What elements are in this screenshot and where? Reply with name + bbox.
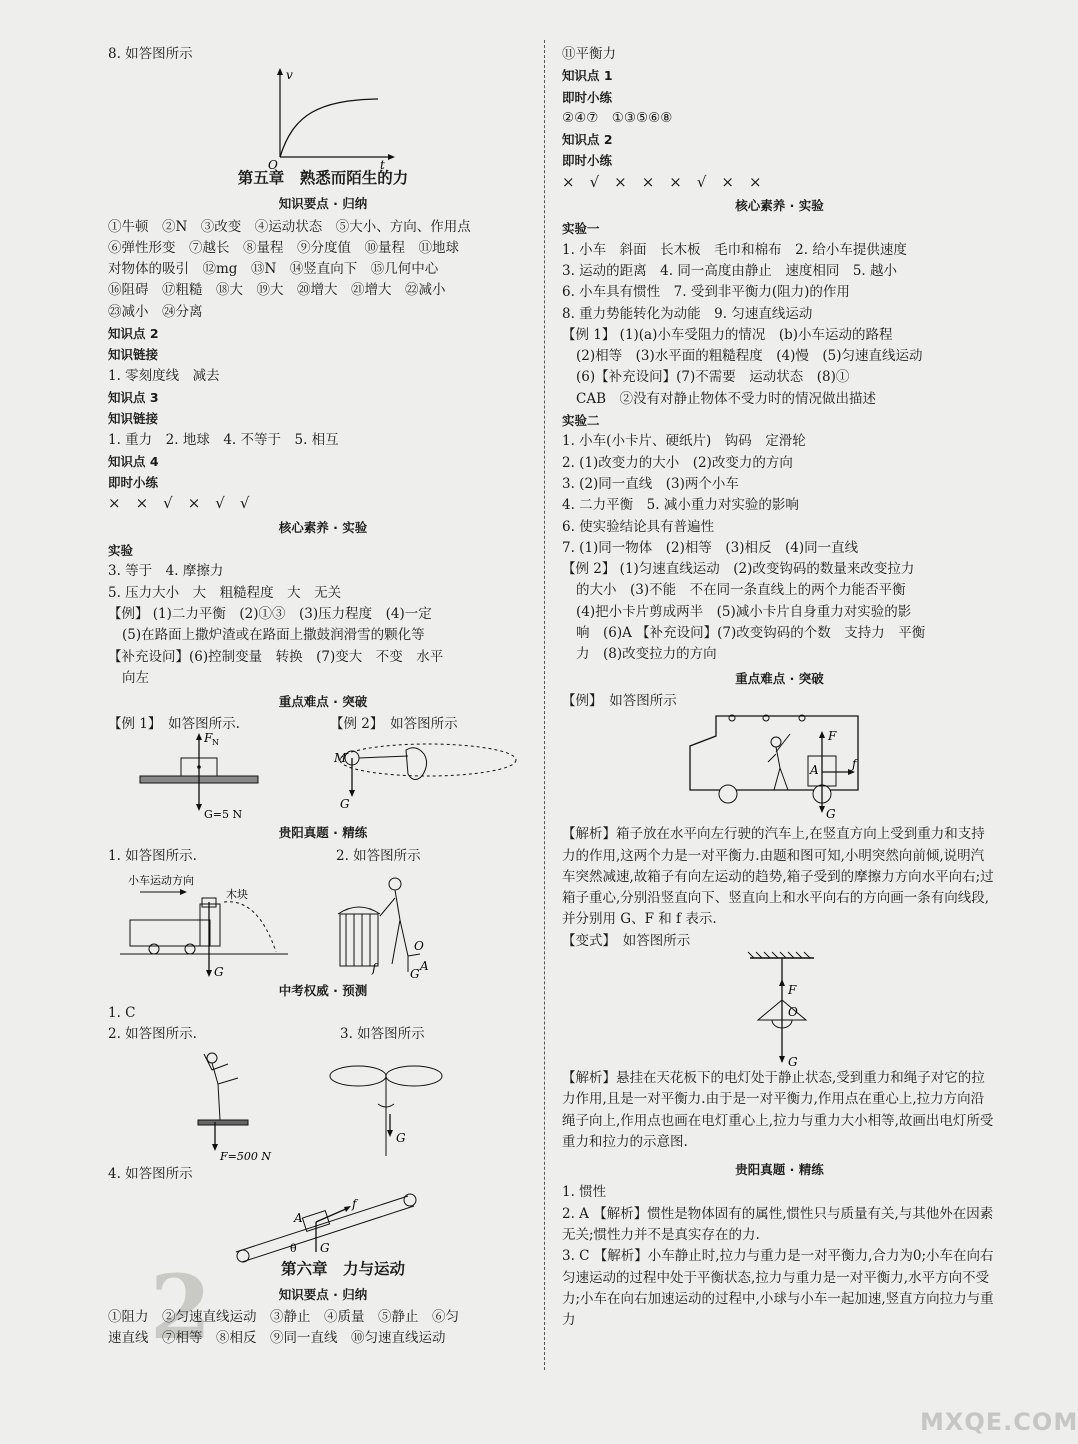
chapter-5-title: 第五章 熟悉而陌生的力	[237, 169, 409, 188]
example-label: 【例】 如答图所示	[562, 692, 677, 709]
right-column	[562, 44, 997, 1332]
k3-answer: 1. 重力 2. 地球 4. 不等于 5. 相互	[108, 431, 339, 448]
exp1-line: 6. 小车具有惯性 7. 受到非平衡力(阻力)的作用	[562, 284, 850, 301]
section-core-experiment: 核心素养 · 实验	[278, 519, 368, 535]
example-1-label: 【例 1】 如答图所示.	[108, 716, 240, 733]
kp-line: ①牛顿 ②N ③改变 ④运动状态 ⑤大小、方向、作用点	[108, 218, 471, 235]
watermark: MXQE.COM	[920, 1408, 1078, 1436]
exp1-line: 3. 运动的距离 4. 同一高度由静止 速度相同 5. 越小	[562, 262, 898, 279]
f-label: F	[788, 982, 797, 997]
zk-diagrams	[108, 1024, 538, 1164]
g-label: G	[410, 966, 420, 981]
section-guiyang-exam: 贵阳真题 · 精练	[278, 825, 368, 841]
incline-diagram	[108, 1186, 538, 1256]
gy-answer-3: 3. C 【解析】小车静止时,拉力与重力是一对平衡力,合力为0;小车在向右匀速运动的过程中处于平衡状态,拉力与重力是一对平衡力,水平方向不受力;小车在向右加速运动的过程中,小球与小车一起加速,竖直方向拉力与重力	[562, 1248, 994, 1329]
exp2-line: 3. (2)同一直线 (3)两个小车	[562, 475, 739, 492]
exp1-line: (2)相等 (3)水平面的粗糙程度 (4)慢 (5)匀速直线运动	[576, 348, 923, 365]
chapter-number-mark: 2	[150, 1255, 212, 1359]
kp-line: 对物体的吸引 ⑫mg ⑬N ⑭竖直向下 ⑮几何中心	[108, 261, 439, 278]
knowledge-point-3: 知识点 3	[108, 389, 159, 405]
example-2-label: 【例 2】 如答图所示	[330, 716, 458, 733]
experiment-1-label: 实验一	[562, 221, 600, 237]
wood-label: 木块	[226, 887, 248, 901]
g-label: G	[320, 1240, 330, 1255]
example-line: 【补充设问】(6)控制变量 转换 (7)变大 不变 水平	[108, 648, 444, 665]
exp2-line: 力 (8)改变拉力的方向	[576, 646, 717, 663]
zk-1: 1. C	[108, 1005, 136, 1022]
practice-label: 即时小练	[562, 89, 613, 105]
f-label: f	[352, 1196, 357, 1211]
section-core-experiment: 核心素养 · 实验	[735, 198, 824, 214]
analysis-1: 【解析】箱子放在水平向左行驶的汽车上,在竖直方向上受到重力和支持力的作用,这两个力是一对平衡力.由题和图可知,小明突然向前倾,说明汽车突然减速,故箱子有向左运动的趋势,箱子受到的摩擦力方向水平向右;过箱子重心,分别沿竖直向下、竖直向上和水平向右的方向画一条有向线段,并分别用 G、F 和 f 表示.	[562, 826, 994, 928]
exp2-line: 7. (1)同一物体 (2)相等 (3)相反 (4)同一直线	[562, 539, 859, 556]
variant-label: 【变式】 如答图所示	[562, 932, 691, 949]
kp-line: ⑥弹性形变 ⑦越长 ⑧量程 ⑨分度值 ⑩量程 ⑪地球	[108, 239, 459, 256]
f-label: f	[372, 960, 377, 975]
exp2-line: 【例 2】 (1)匀速直线运动 (2)改变钩码的数量来改变拉力	[562, 561, 915, 578]
f500-label: F=500 N	[220, 1150, 271, 1164]
section-zhongkao: 中考权威 · 预测	[278, 982, 368, 998]
a-label: A	[420, 958, 429, 973]
bus-diagram	[562, 712, 997, 820]
incline-figure	[108, 1186, 538, 1256]
exp2-line: 6. 使实验结论具有普遍性	[562, 518, 715, 535]
k2-answer: 1. 零刻度线 减去	[108, 367, 220, 384]
section-key-difficult: 重点难点 · 突破	[735, 670, 824, 686]
exp2-line: 1. 小车(小卡片、硬纸片) 钩码 定滑轮	[562, 433, 806, 450]
knowledge-point-2: 知识点 2	[562, 132, 613, 148]
force-diagrams	[108, 714, 538, 820]
vt-graph-figure	[108, 65, 538, 173]
exp2-line: 响 (6)A 【补充设问】(7)改变钩码的个数 支持力 平衡	[576, 625, 926, 642]
exp2-line: 的大小 (3)不能 不在同一条直线上的两个力能否平衡	[576, 582, 906, 599]
exp-line: 3. 等于 4. 摩擦力	[108, 563, 224, 580]
bus-figure	[562, 712, 997, 820]
exp1-line: (6)【补充设问】(7)不需要 运动状态 (8)①	[576, 369, 850, 386]
friction-label: f	[852, 757, 857, 772]
car-direction-label: 小车运动方向	[128, 873, 194, 887]
guiyang-diagrams	[108, 846, 538, 981]
section-knowledge-summary: 知识要点 · 归纳	[278, 1286, 368, 1302]
knowledge-link: 知识链接	[108, 411, 159, 427]
zk-3-label: 3. 如答图所示	[340, 1026, 425, 1043]
a-label: A	[810, 763, 819, 778]
exp2-line: 2. (1)改变力的大小 (2)改变力的方向	[562, 454, 793, 471]
o-label: O	[414, 938, 424, 953]
example-line: 向左	[122, 669, 149, 686]
kp6-line: ①阻力 ②匀速直线运动 ③静止 ④质量 ⑤静止 ⑥匀	[108, 1308, 459, 1325]
k1-answer: ②④⑦ ①③⑤⑥⑧	[562, 109, 673, 126]
knowledge-point-1: 知识点 1	[562, 68, 613, 84]
knowledge-link: 知识链接	[108, 347, 159, 363]
gy-answer-1: 1. 惯性	[562, 1184, 607, 1201]
exp1-line: 8. 重力势能转化为动能 9. 匀速直线运动	[562, 305, 813, 322]
gy-answer-2: 2. A 【解析】惯性是物体固有的属性,惯性只与质量有关,与其他外在因素无关;惯性力并不是真实存在的力.	[562, 1205, 994, 1244]
experiment-2-label: 实验二	[562, 413, 600, 429]
chapter-6-title: 第六章 力与运动	[280, 1259, 405, 1278]
f-label: F	[828, 729, 837, 744]
exp2-line: 4. 二力平衡 5. 减小重力对实验的影响	[562, 497, 799, 514]
exp1-line: 1. 小车 斜面 长木板 毛巾和棉布 2. 给小车提供速度	[562, 241, 907, 258]
gy-1-label: 1. 如答图所示.	[108, 847, 197, 864]
section-knowledge-summary: 知识要点 · 归纳	[278, 196, 368, 212]
top-line: ⑪平衡力	[562, 46, 616, 62]
answer-8: 8. 如答图所示	[108, 46, 193, 62]
kp-line: ㉓减小 ㉔分离	[108, 303, 203, 320]
section-guiyang-exam: 贵阳真题 · 精练	[735, 1162, 824, 1178]
g5-label: G=5 N	[204, 808, 243, 822]
kp6-line: 速直线 ⑦相等 ⑧相反 ⑨同一直线 ⑩匀速直线运动	[108, 1330, 446, 1347]
g-label: G	[214, 964, 224, 979]
practice-label: 即时小练	[108, 475, 159, 491]
zk-figure	[108, 1024, 538, 1164]
m-label: M	[334, 751, 347, 766]
examples-figure	[108, 714, 538, 820]
zk-4-label: 4. 如答图所示	[108, 1166, 193, 1183]
g-label: G	[788, 1054, 798, 1069]
fn-label: F	[204, 731, 213, 746]
exp1-line: CAB ②没有对静止物体不受力时的情况做出描述	[576, 390, 876, 407]
experiment-label: 实验	[108, 543, 134, 559]
vt-graph	[108, 65, 538, 173]
t-axis-label: t	[380, 158, 385, 173]
fn-sub: N	[212, 738, 219, 748]
section-key-difficult: 重点难点 · 突破	[278, 694, 368, 710]
example-line: 【例】 (1)二力平衡 (2)①③ (3)压力程度 (4)一定	[108, 605, 432, 622]
zk-2-label: 2. 如答图所示.	[108, 1026, 197, 1043]
g-label: G	[826, 807, 836, 822]
exp1-line: 【例 1】 (1)(a)小车受阻力的情况 (b)小车运动的路程	[562, 326, 893, 343]
exp-line: 5. 压力大小 大 粗糙程度 大 无关	[108, 584, 342, 601]
k4-answer: × × √ × √ √	[108, 494, 250, 513]
a-label: A	[294, 1210, 303, 1225]
k2-answer: × √ × × × √ × ×	[562, 172, 762, 191]
g-label: G	[396, 1131, 406, 1146]
knowledge-point-4: 知识点 4	[108, 453, 159, 469]
theta-label: θ	[290, 1241, 297, 1255]
v-axis-label: v	[286, 68, 293, 83]
column-divider	[544, 40, 545, 1370]
kp-line: ⑯阻碍 ⑰粗糙 ⑱大 ⑲大 ⑳增大 ㉑增大 ㉒减小	[108, 282, 446, 299]
g-label: G	[340, 797, 350, 812]
guiyang-figure	[108, 846, 538, 981]
lamp-figure	[562, 952, 997, 1068]
practice-label: 即时小练	[562, 153, 613, 169]
example-line: (5)在路面上撒炉渣或在路面上撒鼓润滑雪的颗化等	[122, 627, 425, 644]
knowledge-point-2: 知识点 2	[108, 326, 159, 342]
gy-2-label: 2. 如答图所示	[336, 847, 421, 864]
o-label: O	[788, 1004, 798, 1019]
left-column	[108, 44, 538, 1350]
exp2-line: (4)把小卡片剪成两半 (5)减小卡片自身重力对实验的影	[576, 603, 912, 620]
lamp-diagram	[562, 952, 997, 1068]
analysis-2: 【解析】悬挂在天花板下的电灯处于静止状态,受到重力和绳子对它的拉力作用,且是一对平衡力.由于是一对平衡力,作用点在重心上,拉力方向沿绳子向上,作用点也画在电灯重心上,拉力与重力大小相等,故画出电灯所受重力和拉力的示意图.	[562, 1069, 994, 1150]
origin-label: O	[268, 158, 278, 173]
